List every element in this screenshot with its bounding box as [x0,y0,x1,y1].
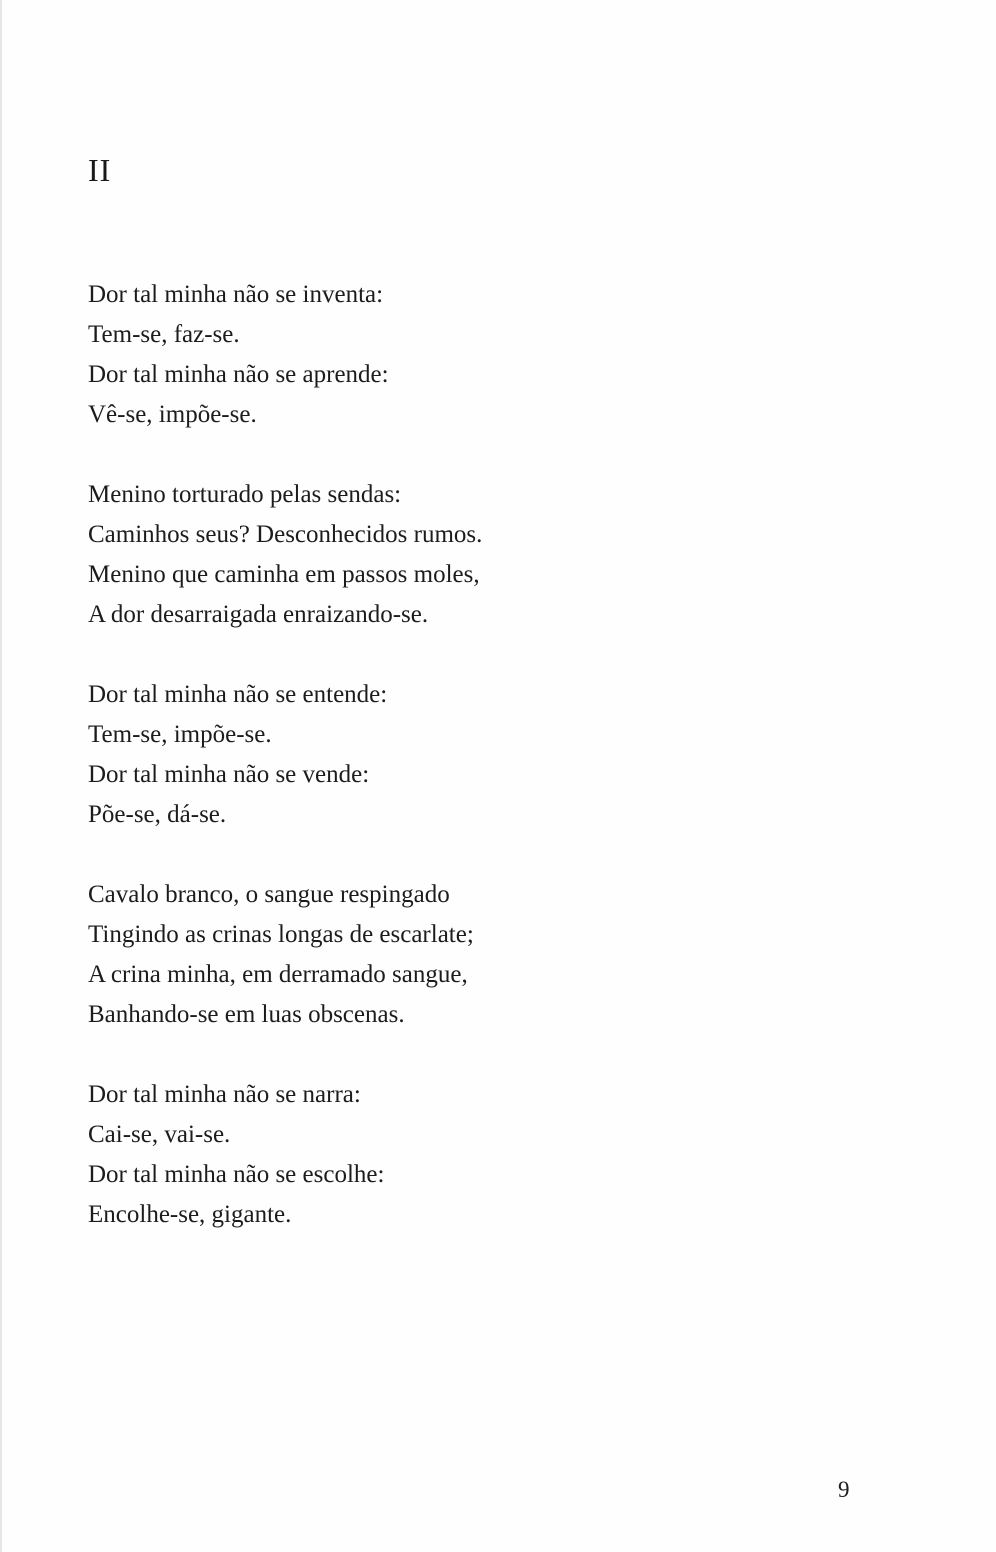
poem-line: Caminhos seus? Desconhecidos rumos. [88,521,483,548]
document-page [2,0,996,1552]
poem-line: A dor desarraigada enraizando-se. [88,601,429,628]
poem-line: Dor tal minha não se narra: [88,1081,361,1108]
poem-line: Dor tal minha não se escolhe: [88,1161,385,1188]
poem-line: Banhando-se em luas obscenas. [88,1001,405,1028]
poem-line: Põe-se, dá-se. [88,801,227,828]
stanza-3 [88,675,788,835]
poem-line: Tingindo as crinas longas de escarlate; [88,921,474,948]
poem-line: Tem-se, impõe-se. [88,721,272,748]
poem-line: Dor tal minha não se vende: [88,761,370,788]
poem-line: Menino que caminha em passos moles, [88,561,480,588]
poem-line: A crina minha, em derramado sangue, [88,961,468,988]
stanza-2 [88,475,788,635]
poem-number: II [88,152,112,188]
stanza-4 [88,875,788,1035]
poem-line: Menino torturado pelas sendas: [88,481,402,508]
poem-line: Cai-se, vai-se. [88,1121,231,1148]
poem-body [88,275,788,1275]
page-number: 9 [838,1477,850,1502]
poem-line: Tem-se, faz-se. [88,321,240,348]
poem-line: Cavalo branco, o sangue respingado [88,881,450,908]
poem-line: Encolhe-se, gigante. [88,1201,292,1228]
poem-line: Vê-se, impõe-se. [88,401,257,428]
poem-line: Dor tal minha não se inventa: [88,281,384,308]
stanza-5 [88,1075,788,1235]
poem-line: Dor tal minha não se entende: [88,681,388,708]
stanza-1 [88,275,788,435]
poem-line: Dor tal minha não se aprende: [88,361,389,388]
